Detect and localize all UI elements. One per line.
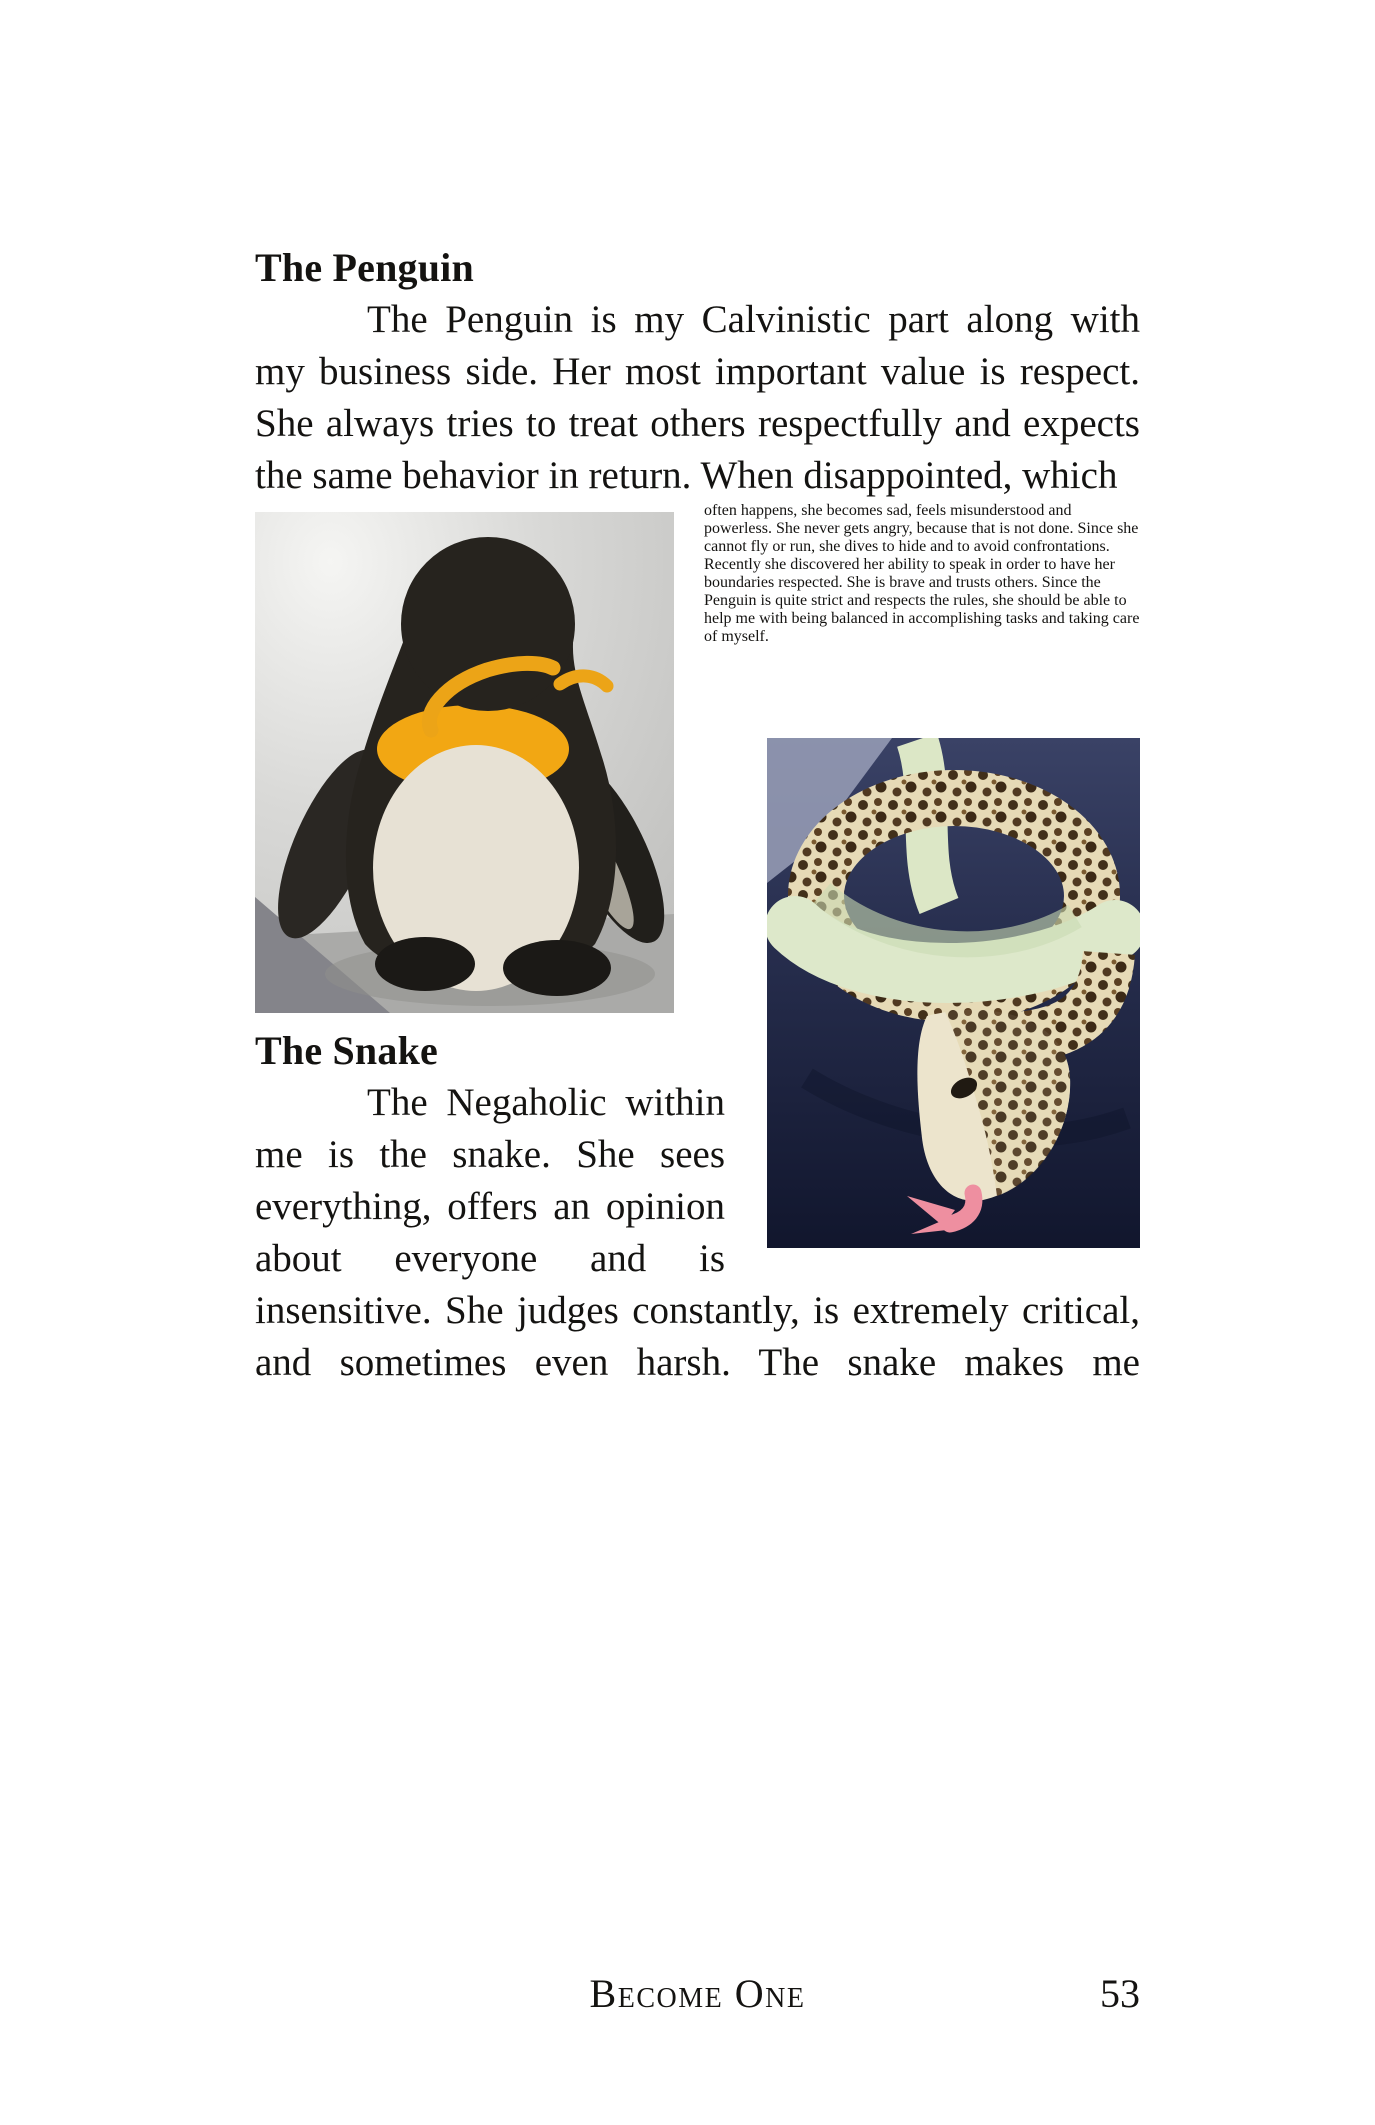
penguin-photo-illustration — [255, 512, 674, 1013]
snake-heading: The Snake — [255, 1028, 438, 1073]
penguin-head — [401, 537, 575, 711]
snake-paragraph: The Negaholic within me is the snake. She sees everything, offers an opinion about everyone and is insensitive. She judges constantly, is extremely critical, and sometimes even harsh. The snake makes me — [255, 1081, 1140, 1384]
penguin-section — [255, 242, 1140, 646]
penguin-paragraph-wrap: often happens, she becomes sad, feels misunderstood and powerless. She never gets angry, because that is not done. Since she cannot fly or run, she dives to hide and to avoid confrontations. Recently she discovered her ability to speak in order to have her boundaries respected. She is brave and trusts others. Since the Penguin is quite strict and respects the rules, she should be able to help me with being balanced in accomplishing tasks and taking care of myself. — [704, 502, 1140, 645]
running-title: Become One — [589, 1971, 806, 2016]
page-footer — [255, 1968, 1140, 2028]
right-foot — [503, 940, 611, 996]
penguin-paragraph-start: The Penguin is my Calvinistic part along with my business side. Her most important value is respect. She always tries to treat others respectfully and expects the same behavior in return. When disappointed, which — [255, 298, 1140, 497]
left-foot — [375, 937, 475, 991]
snake-photo-illustration — [767, 738, 1140, 1248]
penguin-paragraph — [255, 294, 1140, 502]
penguin-photo — [255, 512, 674, 1013]
page-number: 53 — [1100, 1971, 1140, 2016]
snake-photo — [767, 738, 1140, 1248]
penguin-heading: The Penguin — [255, 245, 474, 290]
